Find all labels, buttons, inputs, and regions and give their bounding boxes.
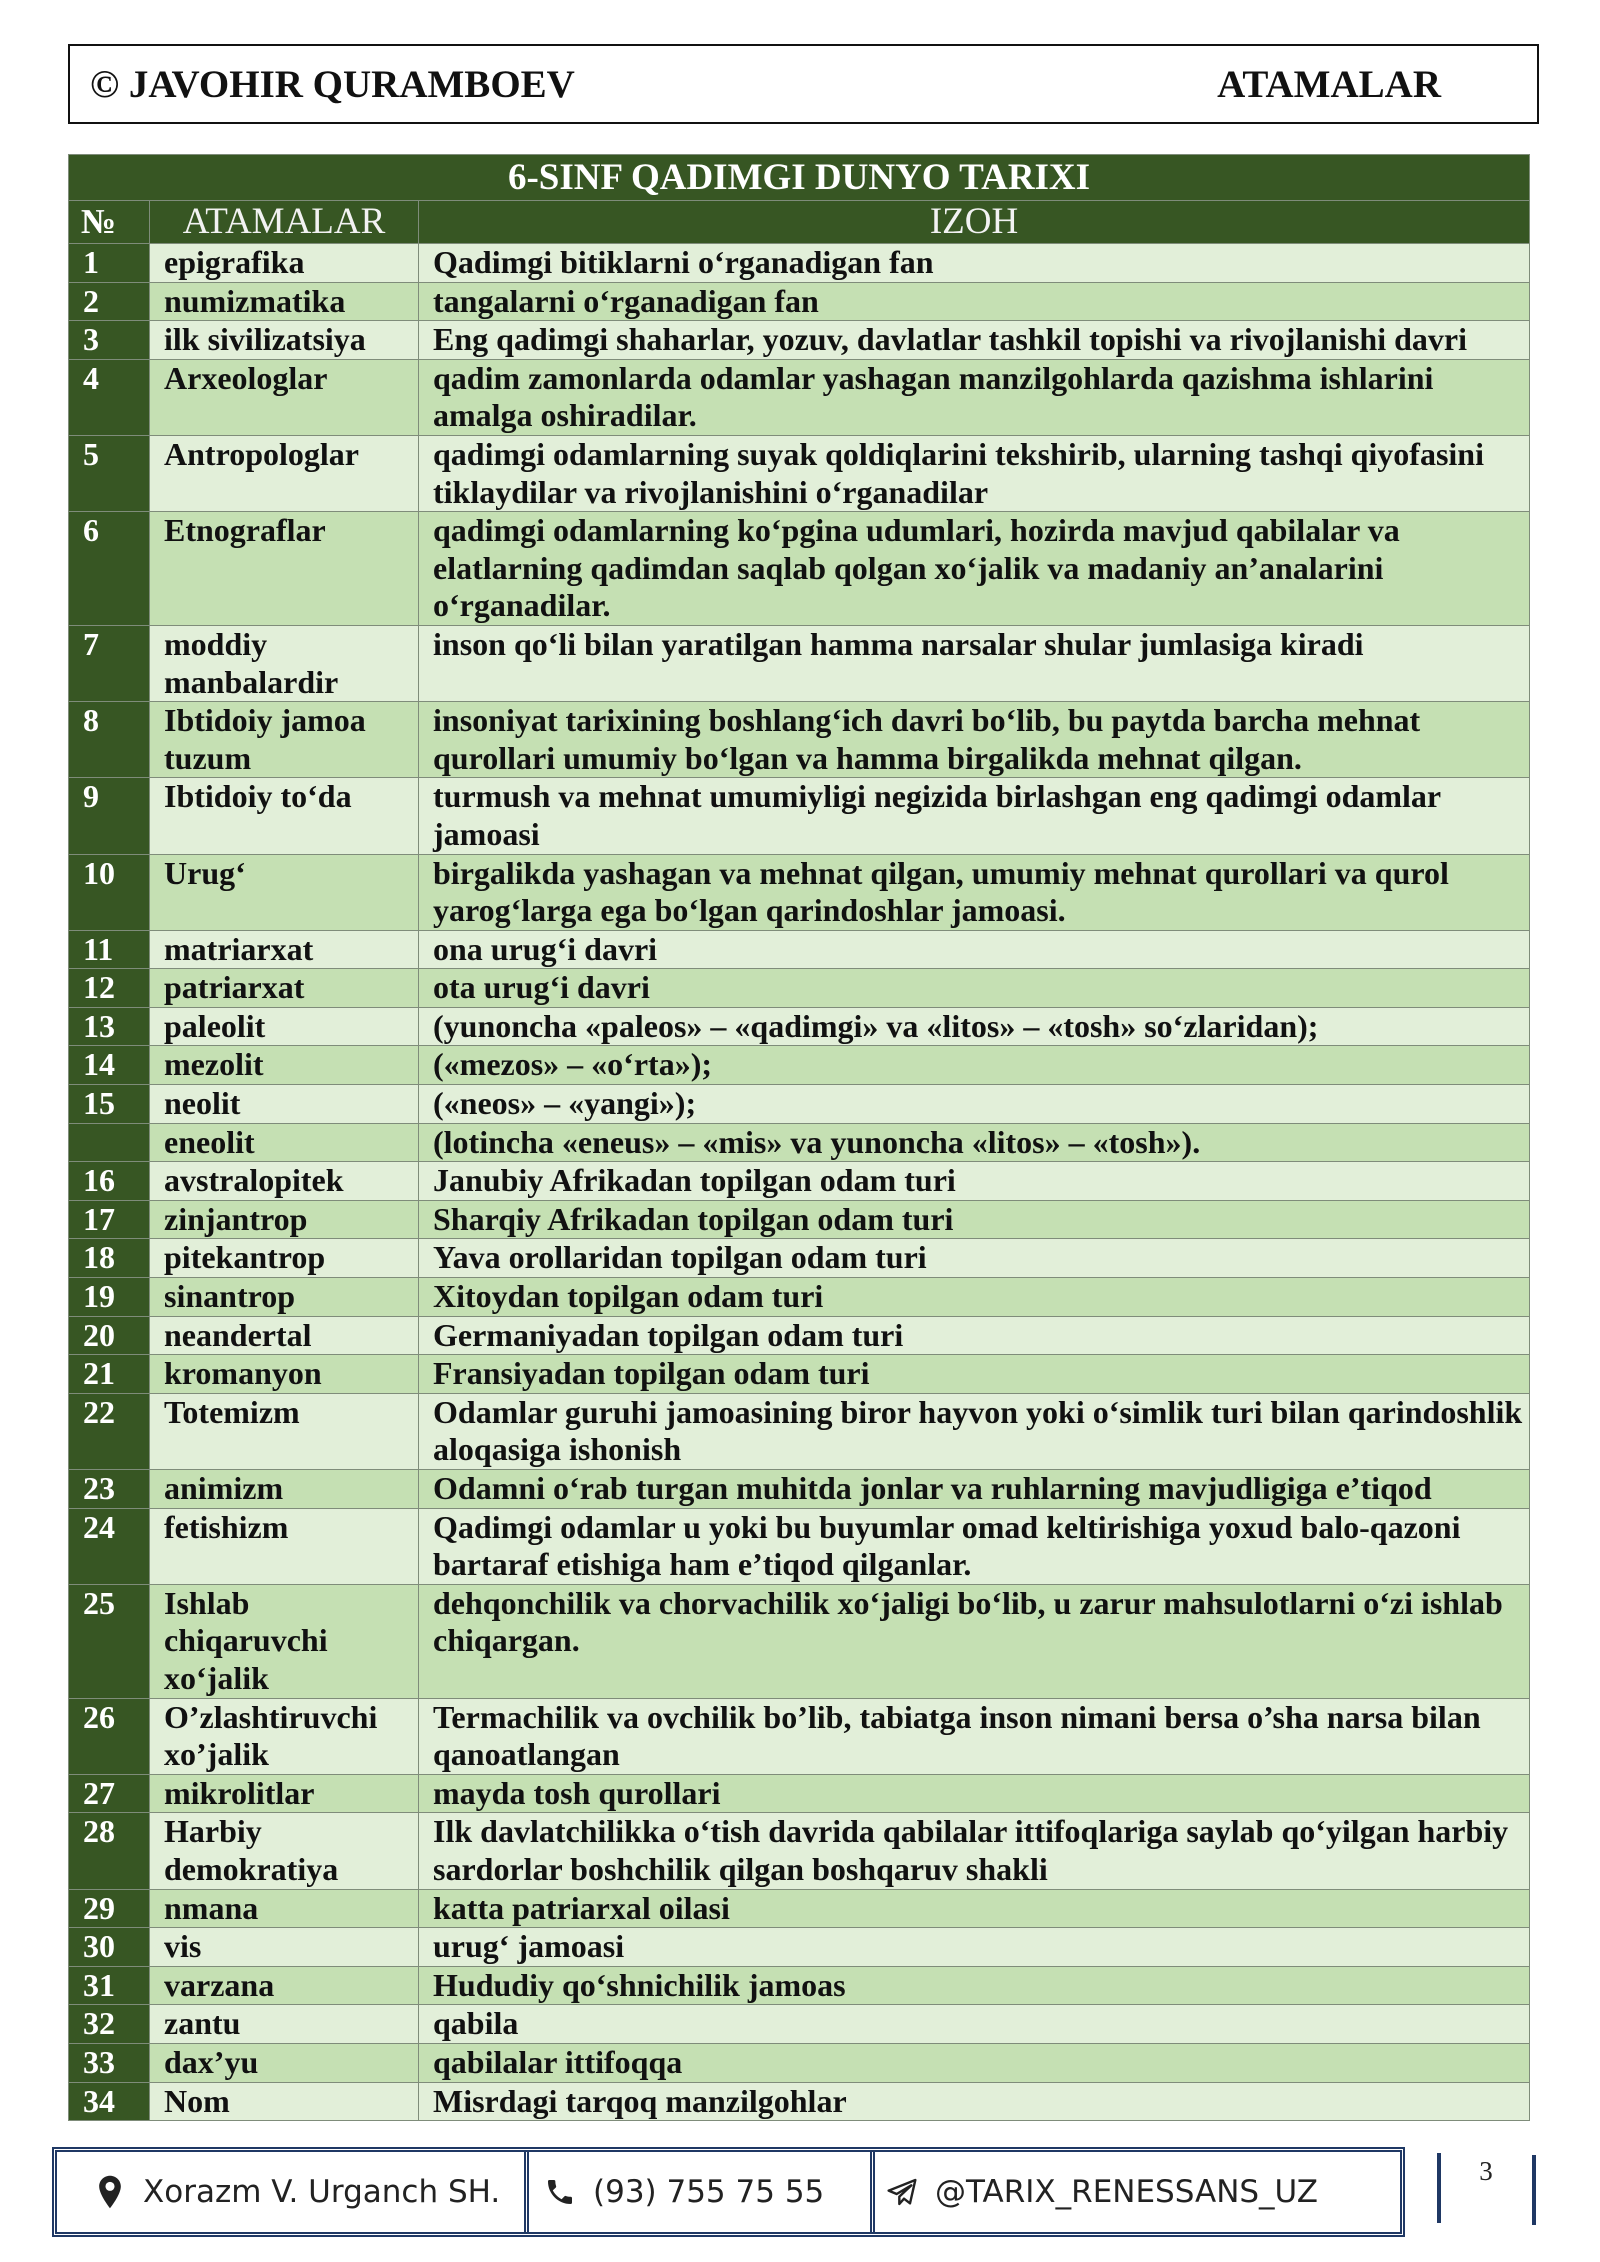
term-cell: ilk sivilizatsiya — [150, 321, 419, 360]
table-header-row — [69, 201, 1530, 244]
row-number: 26 — [69, 1698, 150, 1774]
row-number: 13 — [69, 1007, 150, 1046]
column-header-term: ATAMALAR — [150, 201, 419, 244]
table-row — [69, 1200, 1530, 1239]
row-number: 9 — [69, 778, 150, 854]
table-row — [69, 1123, 1530, 1162]
term-cell: Totemizm — [150, 1393, 419, 1469]
table-row — [69, 1966, 1530, 2005]
table-row — [69, 1774, 1530, 1813]
table-row — [69, 244, 1530, 283]
page-header — [68, 44, 1539, 124]
term-cell: matriarxat — [150, 930, 419, 969]
term-cell: neandertal — [150, 1316, 419, 1355]
row-number: 6 — [69, 512, 150, 626]
definition-cell: Xitoydan topilgan odam turi — [419, 1278, 1530, 1317]
page-number: 3 — [1479, 2156, 1493, 2186]
table-row — [69, 1470, 1530, 1509]
table-row — [69, 702, 1530, 778]
phone-icon — [543, 2172, 577, 2212]
row-number: 18 — [69, 1239, 150, 1278]
term-cell: kromanyon — [150, 1355, 419, 1394]
table-title-row — [69, 155, 1530, 201]
row-number: 11 — [69, 930, 150, 969]
table-row — [69, 778, 1530, 854]
table-row — [69, 930, 1530, 969]
definition-cell: qadimgi odamlarning suyak qoldiqlarini tekshirib, ularning tashqi qiyofasini tiklaydilar va rivojlanishini o‘rganadilar — [419, 435, 1530, 511]
table-row — [69, 359, 1530, 435]
table-row — [69, 1813, 1530, 1889]
row-number: 1 — [69, 244, 150, 283]
page-number-left-bar — [1437, 2153, 1441, 2223]
term-cell: Harbiy demokratiya — [150, 1813, 419, 1889]
table-row — [69, 854, 1530, 930]
definition-cell: qadim zamonlarda odamlar yashagan manzilgohlarda qazishma ishlarini amalga oshiradilar. — [419, 359, 1530, 435]
table-row — [69, 1508, 1530, 1584]
row-number: 14 — [69, 1046, 150, 1085]
definition-cell: («neos» – «yangi»); — [419, 1085, 1530, 1124]
table-row — [69, 512, 1530, 626]
term-cell: varzana — [150, 1966, 419, 2005]
term-cell: dax’yu — [150, 2043, 419, 2082]
definition-cell: («mezos» – «o‘rta»); — [419, 1046, 1530, 1085]
definition-cell: insoniyat tarixining boshlang‘ich davri bo‘lib, bu paytda barcha mehnat qurollari umumiy bo‘lgan va hamma birgalikda mehnat qilgan. — [419, 702, 1530, 778]
definition-cell: Yava orollaridan topilgan odam turi — [419, 1239, 1530, 1278]
definition-cell: qadimgi odamlarning ko‘pgina udumlari, hozirda mavjud qabilalar va elatlarning qadimdan saqlab qolgan xo‘jalik va madaniy an’analarini o‘rganadilar. — [419, 512, 1530, 626]
term-cell: patriarxat — [150, 969, 419, 1008]
term-cell: zantu — [150, 2005, 419, 2044]
definition-cell: birgalikda yashagan va mehnat qilgan, umumiy mehnat qurollari va qurol yarog‘larga ega bo‘lgan qarindoshlar jamoasi. — [419, 854, 1530, 930]
table-row — [69, 969, 1530, 1008]
term-cell: mikrolitlar — [150, 1774, 419, 1813]
definition-cell: (lotincha «eneus» – «mis» va yunoncha «litos» – «tosh»). — [419, 1123, 1530, 1162]
term-cell: paleolit — [150, 1007, 419, 1046]
row-number: 8 — [69, 702, 150, 778]
table-title: 6-SINF QADIMGI DUNYO TARIXI — [69, 155, 1530, 201]
telegram-icon — [885, 2172, 919, 2212]
row-number: 15 — [69, 1085, 150, 1124]
row-number: 27 — [69, 1774, 150, 1813]
term-cell: Urug‘ — [150, 854, 419, 930]
table-row — [69, 282, 1530, 321]
term-cell: Nom — [150, 2082, 419, 2121]
row-number: 29 — [69, 1889, 150, 1928]
table-body — [69, 244, 1530, 2121]
table-row — [69, 1698, 1530, 1774]
telegram-text: @TARIX_RENESSANS_UZ — [935, 2174, 1318, 2210]
table-row — [69, 1316, 1530, 1355]
term-cell: fetishizm — [150, 1508, 419, 1584]
table-row — [69, 1355, 1530, 1394]
definition-cell: ota urug‘i davri — [419, 969, 1530, 1008]
table-row — [69, 2082, 1530, 2121]
term-cell: mezolit — [150, 1046, 419, 1085]
definition-cell: qabilalar ittifoqqa — [419, 2043, 1530, 2082]
term-cell: Etnograflar — [150, 512, 419, 626]
definition-cell: Misrdagi tarqoq manzilgohlar — [419, 2082, 1530, 2121]
term-cell: epigrafika — [150, 244, 419, 283]
definition-cell: turmush va mehnat umumiyligi negizida birlashgan eng qadimgi odamlar jamoasi — [419, 778, 1530, 854]
table-row — [69, 321, 1530, 360]
definition-cell: Eng qadimgi shaharlar, yozuv, davlatlar tashkil topishi va rivojlanishi davri — [419, 321, 1530, 360]
table-row — [69, 1889, 1530, 1928]
definition-cell: katta patriarxal oilasi — [419, 1889, 1530, 1928]
row-number: 33 — [69, 2043, 150, 2082]
row-number: 23 — [69, 1470, 150, 1509]
term-cell: animizm — [150, 1470, 419, 1509]
term-cell: pitekantrop — [150, 1239, 419, 1278]
row-number: 32 — [69, 2005, 150, 2044]
row-number: 19 — [69, 1278, 150, 1317]
term-cell: Ibtidoiy to‘da — [150, 778, 419, 854]
term-cell: Antropologlar — [150, 435, 419, 511]
definition-cell: ona urug‘i davri — [419, 930, 1530, 969]
table-row — [69, 1393, 1530, 1469]
contact-footer — [52, 2147, 1405, 2237]
definition-cell: Odamni o‘rab turgan muhitda jonlar va ruhlarning mavjudligiga e’tiqod — [419, 1470, 1530, 1509]
definition-cell: (yunoncha «paleos» – «qadimgi» va «litos» – «tosh» so‘zlaridan); — [419, 1007, 1530, 1046]
row-number: 2 — [69, 282, 150, 321]
definition-cell: inson qo‘li bilan yaratilgan hamma narsalar shular jumlasiga kiradi — [419, 625, 1530, 701]
term-cell: nmana — [150, 1889, 419, 1928]
telegram-cell — [870, 2152, 1400, 2232]
term-cell: Ishlab chiqaruvchi xo‘jalik — [150, 1584, 419, 1698]
table-row — [69, 1007, 1530, 1046]
row-number: 3 — [69, 321, 150, 360]
term-cell: moddiy manbalardir — [150, 625, 419, 701]
section-label: ATAMALAR — [1217, 62, 1441, 106]
row-number: 25 — [69, 1584, 150, 1698]
definition-cell: Ilk davlatchilikka o‘tish davrida qabilalar ittifoqlariga saylab qo‘yilgan harbiy sardorlar boshchilik qilgan boshqaruv shakli — [419, 1813, 1530, 1889]
table-row — [69, 625, 1530, 701]
table-row — [69, 1046, 1530, 1085]
definition-cell: Termachilik va ovchilik bo’lib, tabiatga inson nimani bersa o’sha narsa bilan qanoatlangan — [419, 1698, 1530, 1774]
row-number: 34 — [69, 2082, 150, 2121]
definition-cell: Odamlar guruhi jamoasining biror hayvon yoki o‘simlik turi bilan qarindoshlik aloqasiga ishonish — [419, 1393, 1530, 1469]
definition-cell: Janubiy Afrikadan topilgan odam turi — [419, 1162, 1530, 1201]
column-header-number: № — [69, 201, 150, 244]
definition-cell: Hududiy qo‘shnichilik jamoas — [419, 1966, 1530, 2005]
column-header-definition: IZOH — [419, 201, 1530, 244]
author-label: © JAVOHIR QURAMBOEV — [90, 62, 575, 106]
definition-cell: urug‘ jamoasi — [419, 1928, 1530, 1967]
row-number: 28 — [69, 1813, 150, 1889]
term-cell: O’zlashtiruvchi xo’jalik — [150, 1698, 419, 1774]
definition-cell: Qadimgi odamlar u yoki bu buyumlar omad keltirishiga yoxud balo-qazoni bartaraf etishiga ham e’tiqod qilganlar. — [419, 1508, 1530, 1584]
definition-cell: Germaniyadan topilgan odam turi — [419, 1316, 1530, 1355]
table-row — [69, 2043, 1530, 2082]
term-cell: sinantrop — [150, 1278, 419, 1317]
definition-cell: Sharqiy Afrikadan topilgan odam turi — [419, 1200, 1530, 1239]
location-pin-icon — [93, 2172, 127, 2212]
phone-cell — [524, 2152, 870, 2232]
row-number: 21 — [69, 1355, 150, 1394]
row-number: 24 — [69, 1508, 150, 1584]
table-row — [69, 1584, 1530, 1698]
table-row — [69, 1162, 1530, 1201]
row-number: 20 — [69, 1316, 150, 1355]
term-cell: Arxeologlar — [150, 359, 419, 435]
table-row — [69, 1085, 1530, 1124]
table-row — [69, 2005, 1530, 2044]
term-cell: vis — [150, 1928, 419, 1967]
term-cell: zinjantrop — [150, 1200, 419, 1239]
address-cell — [57, 2152, 524, 2232]
term-cell: avstralopitek — [150, 1162, 419, 1201]
row-number: 16 — [69, 1162, 150, 1201]
term-cell: Ibtidoiy jamoa tuzum — [150, 702, 419, 778]
page-number-right-bar — [1532, 2155, 1536, 2225]
row-number: 31 — [69, 1966, 150, 2005]
row-number: 7 — [69, 625, 150, 701]
definition-cell: dehqonchilik va chorvachilik xo‘jaligi bo‘lib, u zarur mahsulotlarni o‘zi ishlab chiqargan. — [419, 1584, 1530, 1698]
definition-cell: mayda tosh qurollari — [419, 1774, 1530, 1813]
phone-text: (93) 755 75 55 — [593, 2174, 825, 2210]
table-row — [69, 1278, 1530, 1317]
term-cell: eneolit — [150, 1123, 419, 1162]
row-number: 17 — [69, 1200, 150, 1239]
row-number: 4 — [69, 359, 150, 435]
table-row — [69, 435, 1530, 511]
definition-cell: Qadimgi bitiklarni o‘rganadigan fan — [419, 244, 1530, 283]
row-number: 12 — [69, 969, 150, 1008]
row-number — [69, 1123, 150, 1162]
table-row — [69, 1239, 1530, 1278]
term-cell: numizmatika — [150, 282, 419, 321]
row-number: 10 — [69, 854, 150, 930]
row-number: 5 — [69, 435, 150, 511]
row-number: 22 — [69, 1393, 150, 1469]
row-number: 30 — [69, 1928, 150, 1967]
address-text: Xorazm V. Urganch SH. — [143, 2174, 501, 2210]
table-row — [69, 1928, 1530, 1967]
definition-cell: qabila — [419, 2005, 1530, 2044]
definition-cell: tangalarni o‘rganadigan fan — [419, 282, 1530, 321]
term-cell: neolit — [150, 1085, 419, 1124]
terms-table — [68, 154, 1530, 2121]
definition-cell: Fransiyadan topilgan odam turi — [419, 1355, 1530, 1394]
